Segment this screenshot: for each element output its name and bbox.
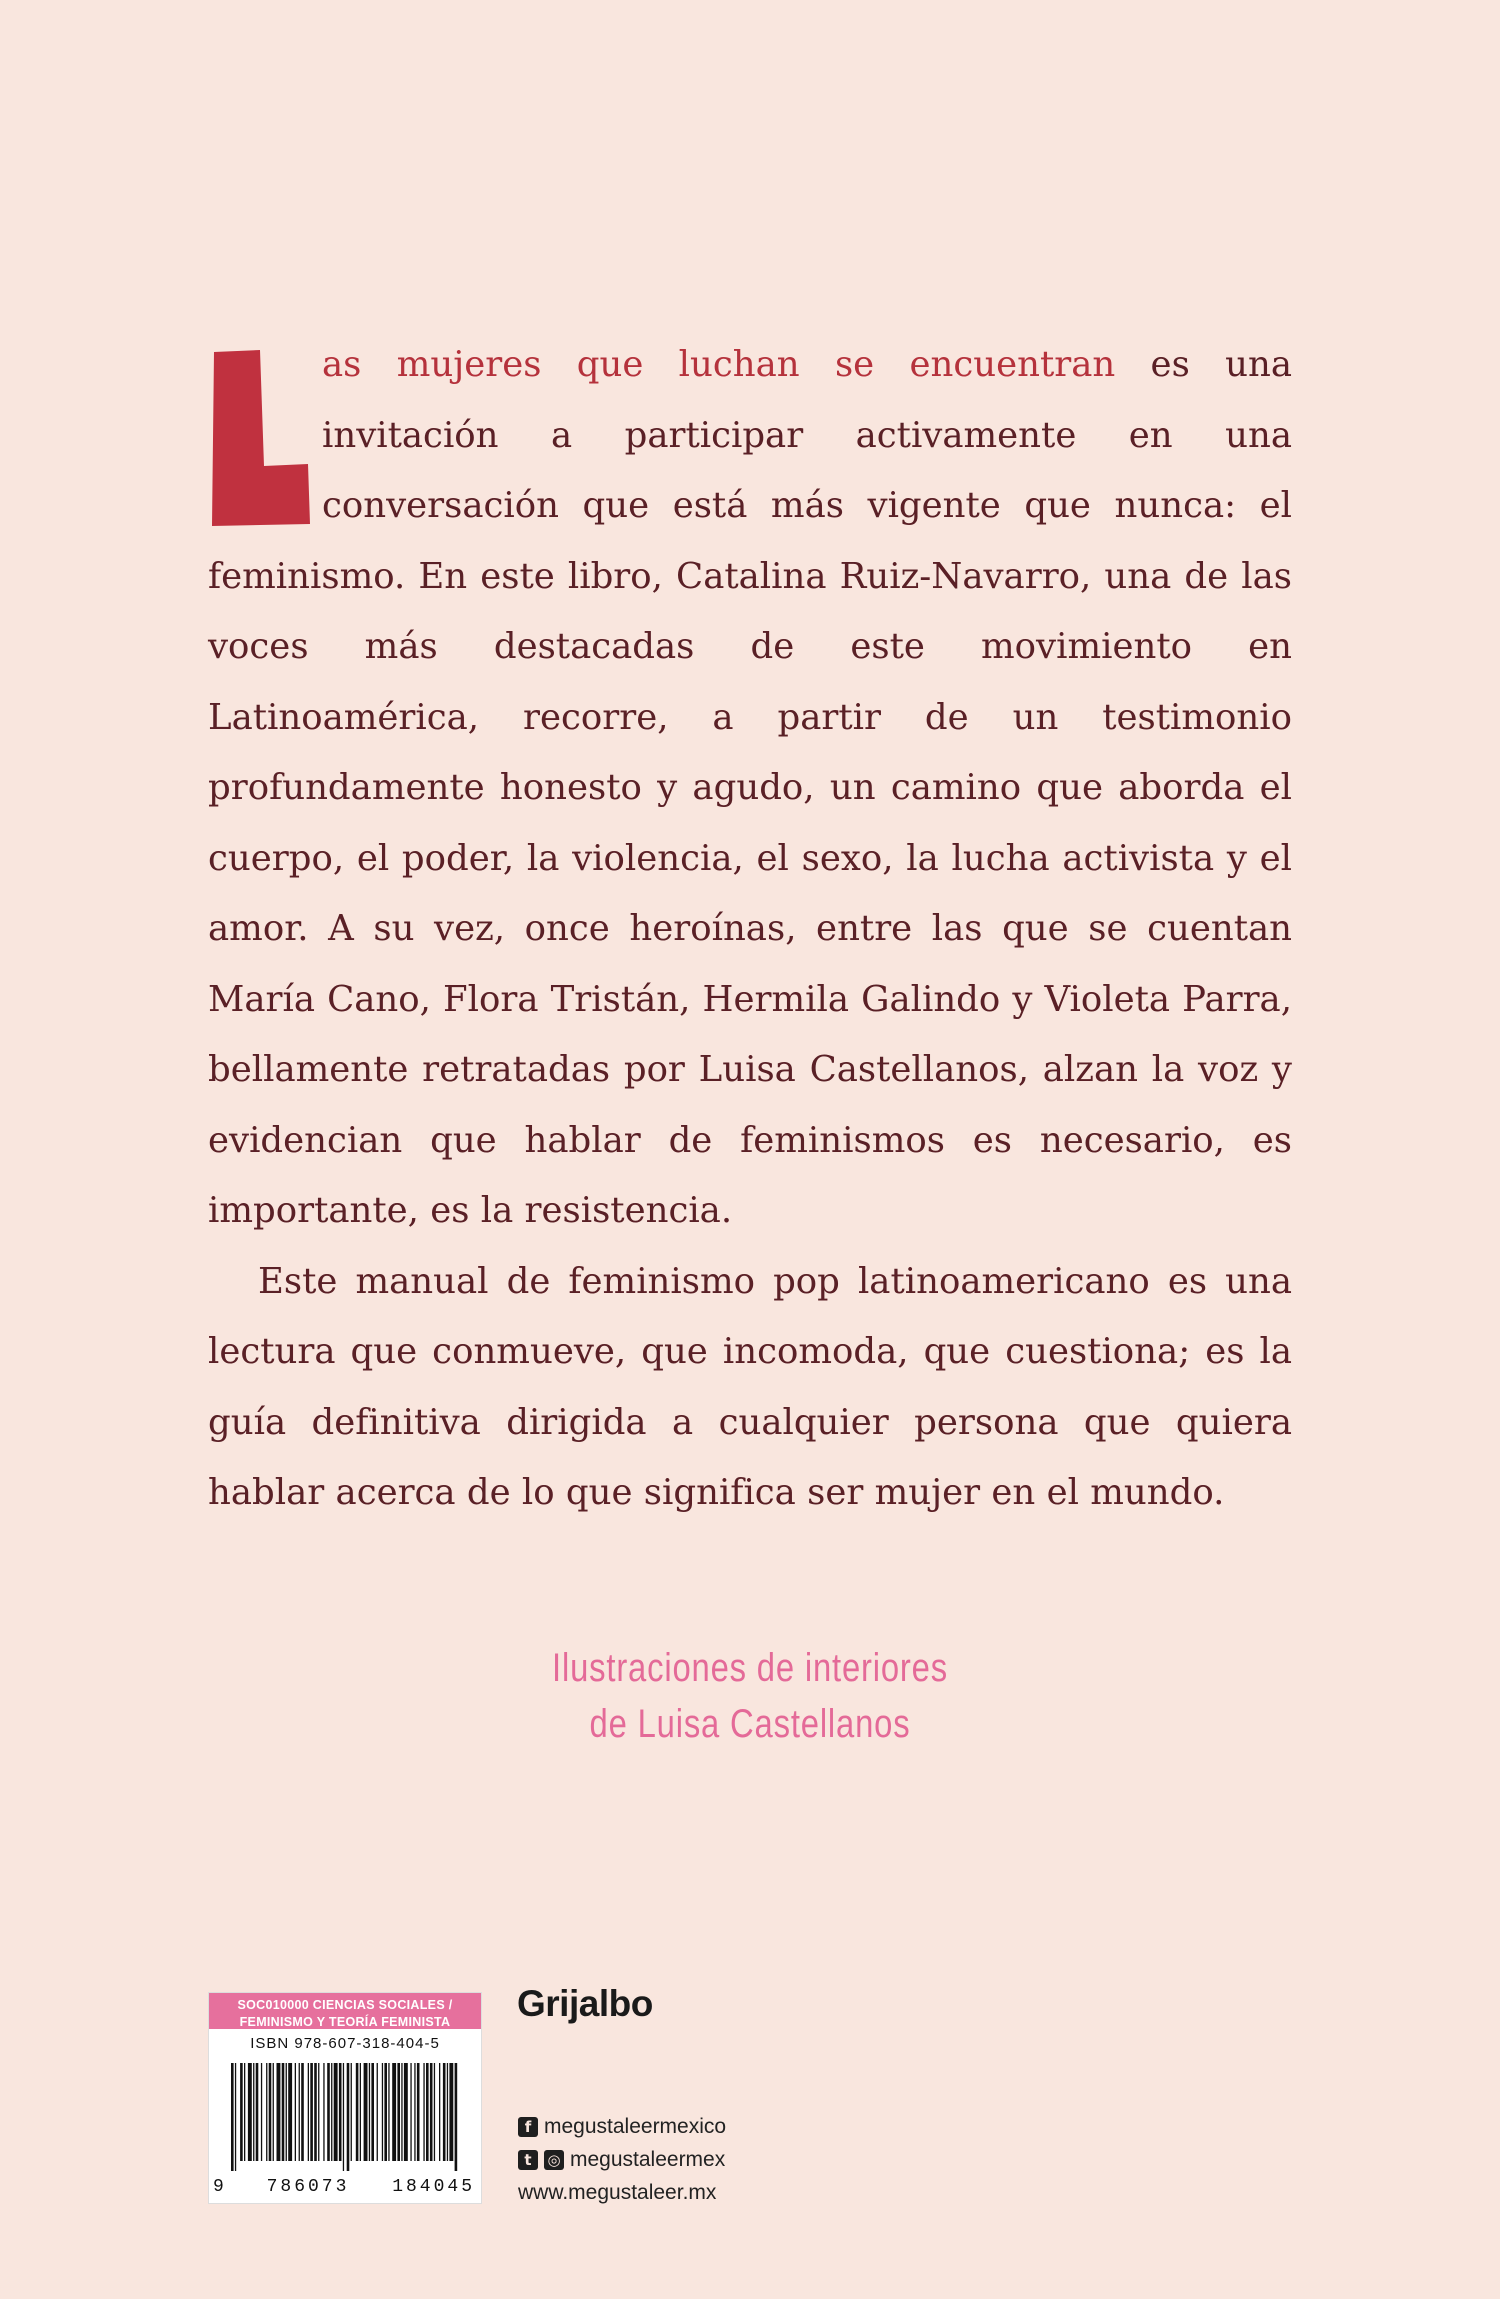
- isbn-text: ISBN 978-607-318-404-5: [250, 2035, 440, 2052]
- barcode-bar: [356, 2063, 359, 2161]
- barcode-bar: [347, 2063, 350, 2171]
- barcode-bar: [443, 2063, 446, 2161]
- book-title-lead: as mujeres que luchan se encuentran: [322, 344, 1116, 385]
- barcode-bar: [261, 2063, 262, 2161]
- category-line-1: SOC010000 CIENCIAS SOCIALES /: [237, 1998, 453, 2012]
- barcode-bar: [253, 2063, 254, 2161]
- twitter-instagram-row[interactable]: [518, 2143, 726, 2176]
- barcode-bar: [314, 2063, 317, 2161]
- website-link: www.megustaleer.mx: [518, 2181, 717, 2204]
- barcode-bar: [286, 2063, 287, 2161]
- barcode-bar: [301, 2063, 304, 2161]
- illustration-credit: [135, 1640, 1365, 1752]
- barcode-bar: [410, 2063, 411, 2161]
- blurb-paragraph-1: [208, 330, 1292, 1247]
- barcode-bar: [318, 2063, 319, 2161]
- barcode-bar: [360, 2063, 361, 2161]
- barcode-bar: [397, 2063, 400, 2161]
- barcode-block: [208, 1992, 482, 2204]
- barcode-bar: [382, 2063, 383, 2161]
- barcode-bar: [369, 2063, 370, 2161]
- barcode-bar: [235, 2063, 236, 2171]
- barcode-bar: [439, 2063, 440, 2161]
- barcode-bar: [310, 2063, 313, 2161]
- barcode-bar: [447, 2063, 448, 2161]
- barcode-digit-first: 9: [213, 2177, 224, 2197]
- credit-line-2: de Luisa Castellanos: [589, 1702, 911, 1746]
- barcode-bar: [430, 2063, 433, 2161]
- twitter-icon: t: [518, 2150, 538, 2170]
- barcode-bar: [404, 2063, 408, 2161]
- category-line-2: FEMINISMO Y TEORÍA FEMINISTA: [239, 2015, 451, 2029]
- barcode-bar: [351, 2063, 352, 2161]
- barcode-bar: [240, 2063, 243, 2161]
- blurb-text-1: es una invitación a participar activamente en una conversación que está más vigente que nunca: el feminismo. En este libro, Catalina Ruiz-Navarro, una de las voces más destacadas de este movimiento en Latinoamérica, recorre, a partir de un testimonio profundamente honesto y agudo, un camino que aborda el cuerpo, el poder, la violencia, el sexo, la lucha activista y el amor. A su vez, once heroínas, entre las que se cuentan María Cano, Flora Tristán, Hermila Galindo y Violeta Parra, bellamente retratadas por Luisa Castellanos, alzan la voz y evidencian que hablar de feminismos es necesario, es importante, es la resistencia.: [208, 344, 1292, 1231]
- barcode-bar: [384, 2063, 387, 2161]
- barcode-bar: [449, 2063, 453, 2161]
- barcode-bar: [414, 2063, 415, 2161]
- barcode-bar: [377, 2063, 378, 2161]
- barcode-bar: [343, 2063, 344, 2171]
- social-links: [518, 2110, 726, 2209]
- barcode-bar: [277, 2063, 281, 2161]
- barcode-bar: [295, 2063, 296, 2161]
- barcode-bar: [266, 2063, 267, 2161]
- facebook-icon: f: [518, 2117, 538, 2137]
- facebook-row[interactable]: [518, 2110, 726, 2143]
- barcode-bar: [282, 2063, 285, 2161]
- barcode-bar: [334, 2063, 338, 2161]
- barcode-bar: [388, 2063, 389, 2161]
- barcode-bar: [392, 2063, 396, 2161]
- barcode-bar: [364, 2063, 368, 2161]
- barcode-bar: [339, 2063, 342, 2161]
- barcode-bar: [426, 2063, 429, 2161]
- barcode-bar: [423, 2063, 424, 2161]
- barcode-bar: [455, 2063, 458, 2171]
- barcode-bar: [417, 2063, 420, 2161]
- barcode-bar: [327, 2063, 330, 2161]
- barcode-bar: [371, 2063, 374, 2161]
- barcode-digits-left: 786073: [266, 2177, 350, 2197]
- category-label: [209, 1993, 481, 2029]
- back-cover-blurb: [208, 330, 1292, 1529]
- barcode-bar: [308, 2063, 309, 2161]
- instagram-icon: ◎: [544, 2150, 564, 2170]
- barcode-bars: [231, 2063, 459, 2171]
- barcode-bar: [401, 2063, 402, 2161]
- barcode-bar: [434, 2063, 435, 2161]
- barcode-bar: [244, 2063, 245, 2161]
- barcode-bar: [288, 2063, 292, 2161]
- credit-line-1: Ilustraciones de interiores: [552, 1646, 948, 1690]
- barcode-bar: [323, 2063, 324, 2161]
- publisher-logo: Grijalbo: [517, 1983, 653, 2024]
- website-row[interactable]: [518, 2176, 726, 2209]
- barcode-bar: [231, 2063, 234, 2171]
- barcode-bar: [256, 2063, 259, 2161]
- dropcap: [208, 348, 322, 538]
- barcode-digits: [213, 2177, 475, 2197]
- twitter-instagram-handle: megustaleermex: [570, 2148, 726, 2171]
- barcode-bar: [248, 2063, 252, 2161]
- barcode-bar: [273, 2063, 274, 2161]
- barcode-bar: [299, 2063, 300, 2161]
- barcode-bar: [331, 2063, 332, 2161]
- facebook-handle: megustaleermexico: [544, 2115, 727, 2138]
- barcode-digits-right: 184045: [392, 2177, 475, 2197]
- barcode-bar: [269, 2063, 272, 2161]
- blurb-paragraph-2: Este manual de feminismo pop latinoamericano es una lectura que conmueve, que incomoda, que cuestiona; es la guía definitiva dirigida a cualquier persona que quiera hablar acerca de lo que significa ser mujer en el mundo.: [208, 1260, 1292, 1513]
